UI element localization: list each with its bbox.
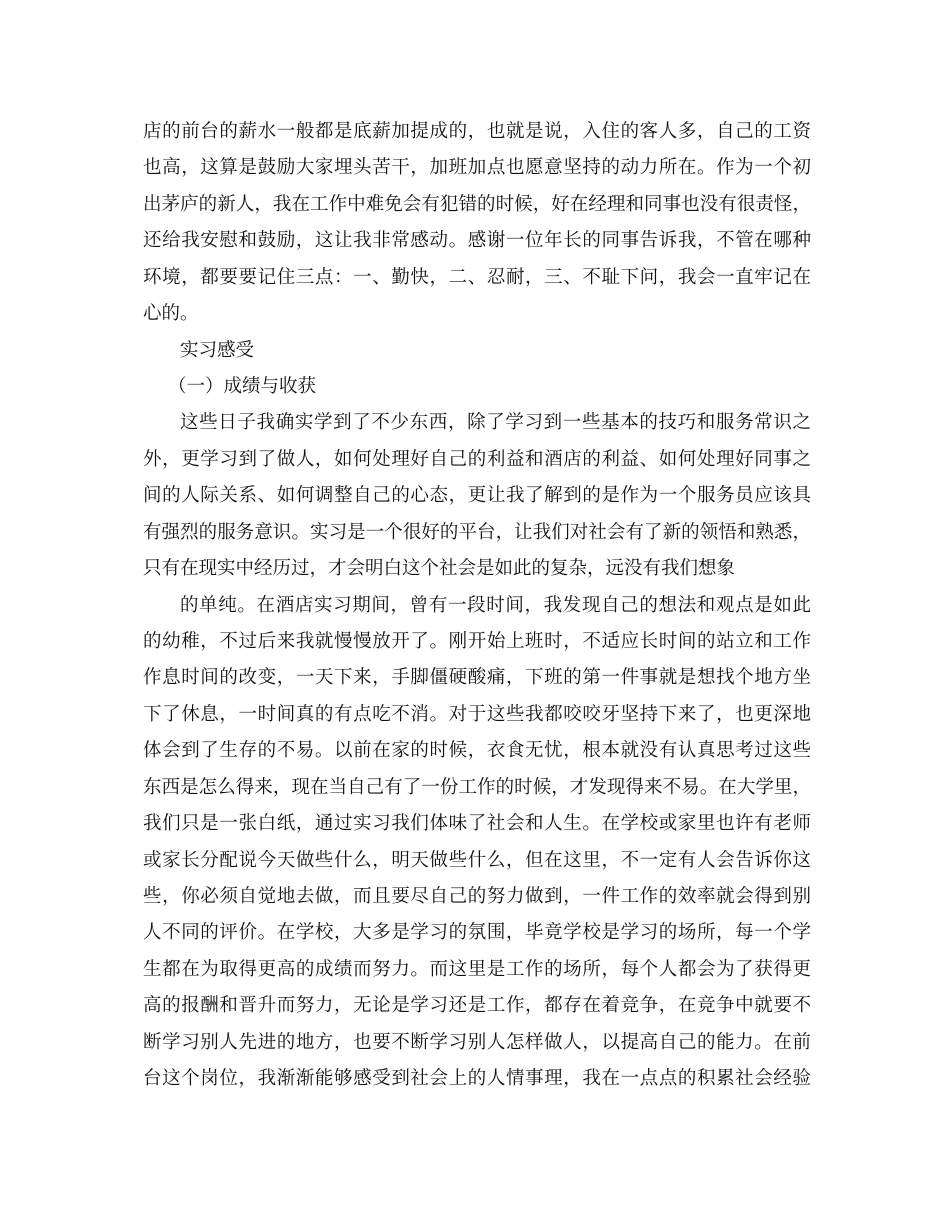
text-line: 有强烈的服务意识。实习是一个很好的平台，让我们对社会有了新的领悟和熟悉， — [143, 522, 811, 543]
text-line: 我们只是一张白纸，通过实习我们体味了社会和人生。在学校或家里也许有老师 — [143, 813, 811, 834]
text-line: 环境，都要要记住三点：一、勤快，二、忍耐，三、不耻下问，我会一直牢记在 — [143, 267, 811, 288]
text-line: 人不同的评价。在学校，大多是学习的氛围，毕竟学校是学习的场所，每一个学 — [143, 922, 811, 943]
text-line: 还给我安慰和鼓励，这让我非常感动。感谢一位年长的同事告诉我，不管在哪种 — [143, 230, 811, 251]
text-line: 作息时间的改变，一天下来，手脚僵硬酸痛，下班的第一件事就是想找个地方坐 — [143, 667, 811, 688]
text-line: 也高，这算是鼓励大家埋头苦干，加班加点也愿意坚持的动力所在。作为一个初 — [143, 157, 811, 178]
text-line: 断学习别人先进的地方，也要不断学习别人怎样做人，以提高自己的能力。在前 — [143, 1032, 811, 1053]
text-line: 外，更学习到了做人，如何处理好自己的利益和酒店的利益、如何处理好同事之 — [143, 449, 811, 470]
text-line: 体会到了生存的不易。以前在家的时候，衣食无忧，根本就没有认真思考过这些 — [143, 740, 811, 761]
text-line: 东西是怎么得来，现在当自己有了一份工作的时候，才发现得来不易。在大学里， — [143, 777, 811, 798]
text-line: 生都在为取得更高的成绩而努力。而这里是工作的场所，每个人都会为了获得更 — [143, 959, 811, 980]
text-line: 这些日子我确实学到了不少东西，除了学习到一些基本的技巧和服务常识之 — [180, 412, 811, 433]
text-line: 心的。 — [143, 303, 199, 324]
text-line: 台这个岗位，我渐渐能够感受到社会上的人情事理，我在一点点的积累社会经验 — [143, 1068, 811, 1089]
section-heading: 实习感受 — [180, 340, 255, 361]
text-line: 高的报酬和晋升而努力，无论是学习还是工作，都存在着竞争，在竞争中就要不 — [143, 995, 811, 1016]
text-line: 只有在现实中经历过，才会明白这个社会是如此的复杂，远没有我们想象 — [143, 558, 736, 579]
text-line: 的幼稚，不过后来我就慢慢放开了。刚开始上班时，不适应长时间的站立和工作 — [143, 631, 811, 652]
text-line: 出茅庐的新人，我在工作中难免会有犯错的时候，好在经理和同事也没有很责怪， — [143, 194, 811, 215]
subsection-heading: （一）成绩与收获 — [168, 376, 317, 397]
text-line: 些，你必须自觉地去做，而且要尽自己的努力做到，一件工作的效率就会得到别 — [143, 886, 811, 907]
text-line: 的单纯。在酒店实习期间，曾有一段时间，我发现自己的想法和观点是如此 — [180, 595, 811, 616]
text-line: 间的人际关系、如何调整自己的心态，更让我了解到的是作为一个服务员应该具 — [143, 485, 811, 506]
text-line: 或家长分配说今天做些什么，明天做些什么，但在这里，不一定有人会告诉你这 — [143, 850, 811, 871]
text-line: 店的前台的薪水一般都是底薪加提成的，也就是说，入住的客人多，自己的工资 — [143, 121, 811, 142]
text-line: 下了休息，一时间真的有点吃不消。对于这些我都咬咬牙坚持下来了，也更深地 — [143, 704, 811, 725]
